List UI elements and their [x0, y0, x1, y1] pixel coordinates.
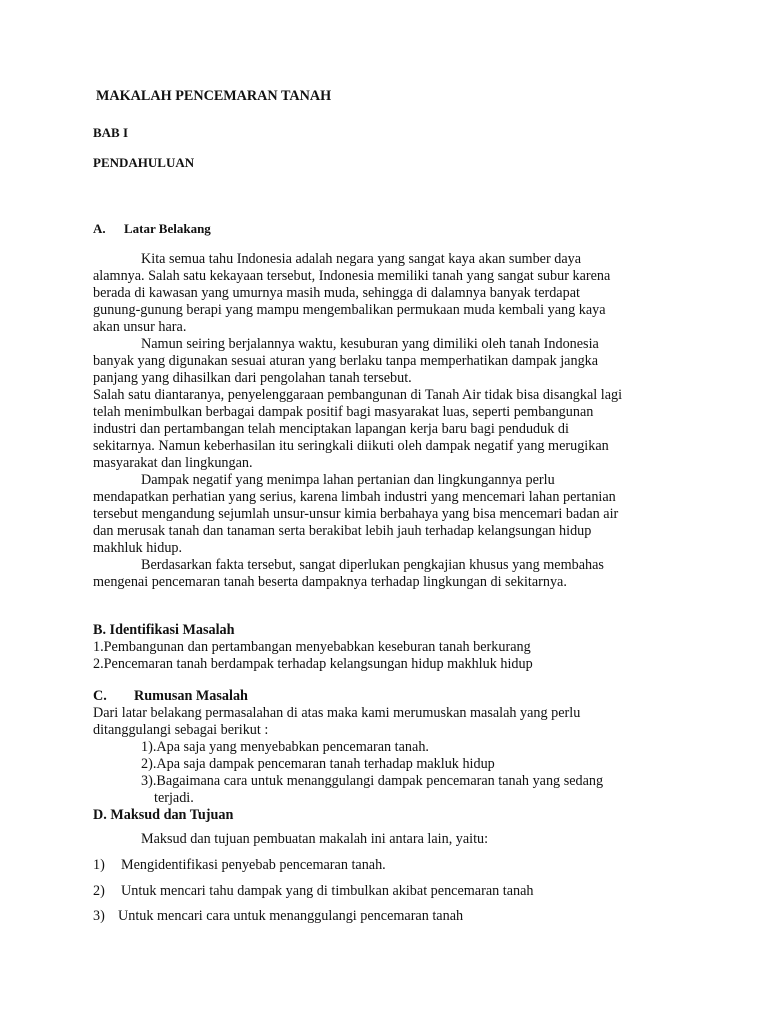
body-line: Berdasarkan fakta tersebut, sangat diperlukan pengkajian khusus yang membahas — [141, 557, 604, 573]
body-line: banyak yang digunakan sesuai aturan yang berlaku tanpa memperhatikan dampak jangka — [93, 353, 599, 369]
list-item: 2).Apa saja dampak pencemaran tanah terhadap makluk hidup — [141, 756, 495, 772]
body-line: panjang yang dihasilkan dari pengolahan tanah tersebut. — [93, 370, 412, 386]
doc-title: MAKALAH PENCEMARAN TANAH — [96, 88, 332, 104]
body-line: makhluk hidup. — [93, 540, 183, 556]
section-b-heading: B. Identifikasi Masalah — [93, 622, 235, 638]
maksud-intro: Maksud dan tujuan pembuatan makalah ini antara lain, yaitu: — [141, 831, 489, 847]
body-line: berada di kawasan yang umurnya masih muda, sehingga di dalamnya banyak terdapat — [93, 285, 580, 301]
list-item: 1).Apa saja yang menyebabkan pencemaran tanah. — [141, 739, 429, 755]
body-line: tersebut mengandung sejumlah unsur-unsur kimia berbahaya yang bisa mencemari badan air — [93, 506, 619, 522]
list-item: terjadi. — [154, 790, 194, 806]
body-line: akan unsur hara. — [93, 319, 187, 335]
body-line: mengenai pencemaran tanah beserta dampaknya terhadap lingkungan di sekitarnya. — [93, 574, 567, 590]
section-c-number: C. — [93, 688, 107, 704]
section-a-title: Latar Belakang — [124, 221, 211, 236]
list-item: 2.Pencemaran tanah berdampak terhadap kelangsungan hidup makhluk hidup — [93, 656, 533, 672]
body-line: industri dan pertambangan telah menciptakan lapangan kerja baru bagi penduduk di — [93, 421, 569, 437]
body-line: masyarakat dan lingkungan. — [93, 455, 253, 471]
list-number: 1) — [93, 857, 105, 873]
body-line: Namun seiring berjalannya waktu, kesuburan yang dimiliki oleh tanah Indonesia — [141, 336, 599, 352]
body-line: alamnya. Salah satu kekayaan tersebut, Indonesia memiliki tanah yang sangat subur karena — [93, 268, 611, 284]
list-number: 2) — [93, 883, 105, 899]
body-line: ditanggulangi sebagai berikut : — [93, 722, 269, 738]
body-line: telah menimbulkan berbagai dampak positif bagi masyarakat luas, seperti pembangunan — [93, 404, 594, 420]
bab-heading: BAB I — [93, 125, 129, 140]
list-text: Untuk mencari tahu dampak yang di timbulkan akibat pencemaran tanah — [121, 883, 534, 899]
list-number: 3) — [93, 908, 105, 924]
section-c-title: Rumusan Masalah — [134, 688, 248, 704]
body-line: Dampak negatif yang menimpa lahan pertanian dan lingkungannya perlu — [141, 472, 555, 488]
list-text: Mengidentifikasi penyebab pencemaran tanah. — [121, 857, 386, 873]
list-text: Untuk mencari cara untuk menanggulangi pencemaran tanah — [118, 908, 464, 924]
body-line: Kita semua tahu Indonesia adalah negara yang sangat kaya akan sumber daya — [141, 251, 582, 267]
body-line: mendapatkan perhatian yang serius, karena limbah industri yang mencemari lahan pertanian — [93, 489, 616, 505]
body-line: gunung-gunung berapi yang mampu mengembalikan permukaan muda kembali yang kaya — [93, 302, 606, 318]
body-line: sekitarnya. Namun keberhasilan itu seringkali diikuti oleh dampak negatif yang merugikan — [93, 438, 609, 454]
section-a-number: A. — [93, 221, 106, 236]
list-item: 3).Bagaimana cara untuk menanggulangi dampak pencemaran tanah yang sedang — [141, 773, 604, 789]
list-item: 1.Pembangunan dan pertambangan menyebabkan keseburan tanah berkurang — [93, 639, 531, 655]
section-d-heading: D. Maksud dan Tujuan — [93, 807, 234, 823]
body-line: dan merusak tanah dan tanaman serta berakibat lebih jauh terhadap kelangsungan hidup — [93, 523, 592, 539]
pendahuluan-heading: PENDAHULUAN — [93, 155, 195, 170]
body-line: Dari latar belakang permasalahan di atas maka kami merumuskan masalah yang perlu — [93, 705, 581, 721]
body-line: Salah satu diantaranya, penyelenggaraan pembangunan di Tanah Air tidak bisa disangkal lagi — [93, 387, 623, 403]
